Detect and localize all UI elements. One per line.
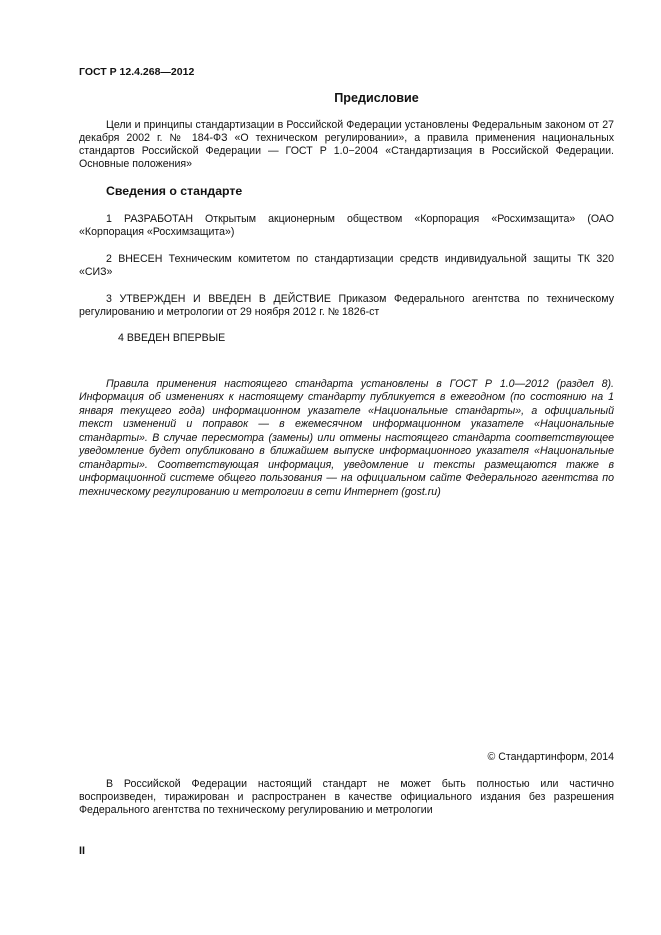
info-item-introduced: 2 ВНЕСЕН Техническим комитетом по стандартизации средств индивидуальной защиты ТК 320 «СИЗ» <box>79 253 614 279</box>
copyright-notice: © Стандартинформ, 2014 <box>487 751 614 763</box>
page-number: II <box>79 845 85 857</box>
foreword-title-row <box>0 92 661 105</box>
info-item-approved: 3 УТВЕРЖДЕН И ВВЕДЕН В ДЕЙСТВИЕ Приказом Федерального агентства по техническому регулированию и метрологии от 29 ноября 2012 г. № 1826-ст <box>79 293 614 319</box>
standard-code-header: ГОСТ Р 12.4.268—2012 <box>79 66 195 78</box>
info-item-first-introduced: 4 ВВЕДЕН ВПЕРВЫЕ <box>118 332 226 344</box>
info-section-title: Сведения о стандарте <box>106 184 243 198</box>
foreword-paragraph: Цели и принципы стандартизации в Российской Федерации установлены Федеральным законом от 27 декабря 2002 г. № 184-ФЗ «О техническом регулировании», а правила применения национальных стандартов Российской Федерации — ГОСТ Р 1.0−2004 «Стандартизация в Российской Федерации. Основные положения» <box>79 119 614 171</box>
rights-paragraph: В Российской Федерации настоящий стандарт не может быть полностью или частично воспроизведен, тиражирован и распространен в качестве официального издания без разрешения Федерального агентства по техническому регулированию и метрологии <box>79 778 614 817</box>
notice-paragraph: Правила применения настоящего стандарта установлены в ГОСТ Р 1.0—2012 (раздел 8). Информация об изменениях к настоящему стандарту публикуется в ежегодном (по состоянию на 1 января текущего года) информационном указателе «Национальные стандарты», а официальный текст изменений и поправок — в ежемесячном информационном указателе «Национальные стандарты». В случае пересмотра (замены) или отмены настоящего стандарта соответствующее уведомление будет опубликовано в ближайшем выпуске информационного указателя «Национальные стандарты». Соответствующая информация, уведомление и тексты размещаются также в информационной системе общего пользования — на официальном сайте Федерального агентства по техническому регулированию и метрологии в сети Интернет (gost.ru) <box>79 378 614 498</box>
info-item-developed: 1 РАЗРАБОТАН Открытым акционерным обществом «Корпорация «Росхимзащита» (ОАО «Корпорация «Росхимзащита») <box>79 213 614 239</box>
foreword-title: Предисловие <box>334 91 419 105</box>
